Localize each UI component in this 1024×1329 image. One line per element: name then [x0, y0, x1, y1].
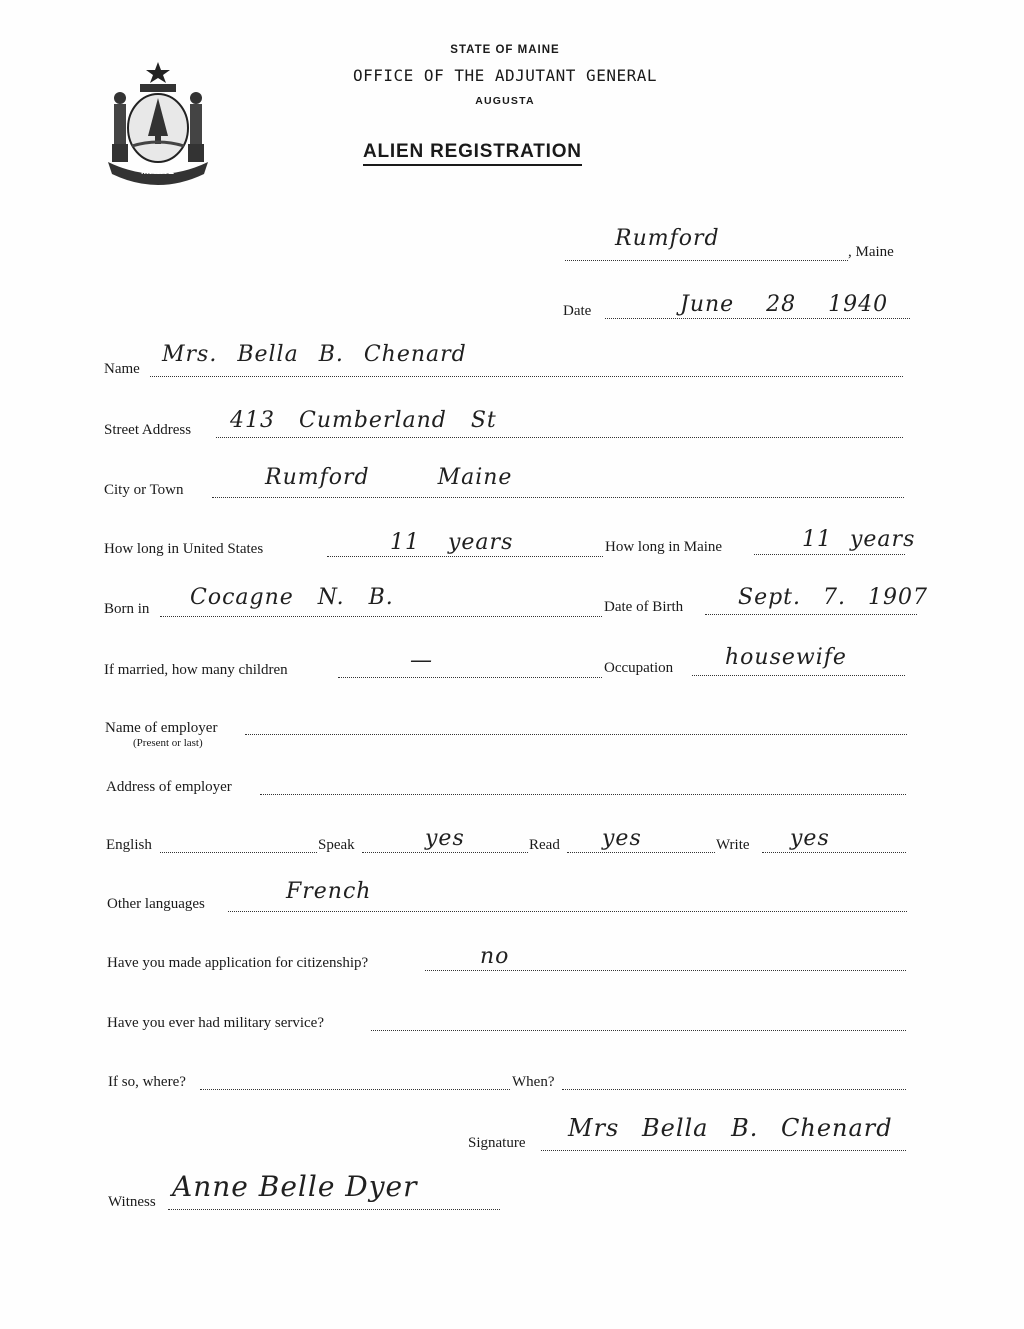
employer-label: Name of employer [105, 720, 218, 736]
witness-value[interactable]: Anne Belle Dyer [172, 1170, 418, 1203]
street-address-value[interactable]: 413 Cumberland St [230, 408, 497, 433]
citizenship-label: Have you made application for citizenship? [107, 955, 369, 971]
signature-value[interactable]: Mrs Bella B. Chenard [568, 1114, 893, 1142]
citizenship-line [425, 970, 906, 971]
speak-value[interactable]: yes [425, 826, 465, 851]
where-label: If so, where? [108, 1074, 186, 1090]
children-line [338, 677, 602, 678]
date-value[interactable]: June 28 1940 [680, 292, 889, 317]
header-office: OFFICE OF THE ADJUTANT GENERAL [353, 66, 657, 85]
citizenship-value[interactable]: no [480, 944, 510, 969]
employer-address-line [260, 794, 906, 795]
street-address-label: Street Address [104, 422, 192, 438]
how-long-maine-label: How long in Maine [605, 539, 723, 555]
form-title: ALIEN REGISTRATION [363, 141, 582, 166]
employer-address-label: Address of employer [106, 779, 232, 795]
name-value[interactable]: Mrs. Bella B. Chenard [162, 342, 467, 367]
speak-label: Speak [318, 837, 355, 853]
header-city: AUGUSTA [475, 95, 535, 107]
how-long-us-line [327, 556, 603, 557]
read-label: Read [529, 837, 560, 853]
born-in-label: Born in [104, 601, 150, 617]
occupation-line [692, 675, 905, 676]
how-long-us-label: How long in United States [104, 541, 264, 557]
date-of-birth-label: Date of Birth [604, 599, 684, 615]
employer-line [245, 734, 907, 735]
read-value[interactable]: yes [602, 826, 642, 851]
city-value[interactable]: Rumford Maine [265, 465, 513, 490]
date-of-birth-value[interactable]: Sept. 7. 1907 [738, 585, 928, 610]
write-line [762, 852, 906, 853]
place-value[interactable]: Rumford [615, 226, 720, 251]
date-label: Date [563, 303, 592, 319]
how-long-maine-line [754, 554, 905, 555]
witness-label: Witness [108, 1194, 156, 1210]
header-state: STATE OF MAINE [450, 44, 560, 56]
speak-line [362, 852, 528, 853]
born-in-value[interactable]: Cocagne N. B. [190, 585, 394, 610]
other-languages-line [228, 911, 907, 912]
date-line [605, 318, 910, 319]
children-value[interactable]: — [410, 648, 433, 673]
military-label: Have you ever had military service? [107, 1015, 324, 1031]
where-line [200, 1089, 510, 1090]
witness-line [168, 1209, 500, 1210]
place-suffix: , Maine [848, 244, 894, 260]
write-value[interactable]: yes [790, 826, 830, 851]
street-address-line [216, 437, 903, 438]
how-long-maine-value[interactable]: 11 years [802, 527, 916, 552]
children-label: If married, how many children [104, 662, 288, 678]
when-label: When? [512, 1074, 555, 1090]
how-long-us-value[interactable]: 11 years [390, 530, 514, 555]
name-line [150, 376, 903, 377]
name-label: Name [104, 361, 140, 377]
signature-label: Signature [468, 1135, 526, 1151]
city-label: City or Town [104, 482, 184, 498]
seal-banner: MAINE [141, 166, 175, 176]
occupation-value[interactable]: housewife [725, 645, 847, 670]
read-line [567, 852, 715, 853]
other-languages-label: Other languages [107, 896, 205, 912]
english-label: English [106, 837, 152, 853]
when-line [562, 1089, 906, 1090]
occupation-label: Occupation [604, 660, 674, 676]
write-label: Write [716, 837, 750, 853]
city-line [212, 497, 904, 498]
other-languages-value[interactable]: French [286, 879, 372, 904]
employer-sublabel: (Present or last) [133, 737, 203, 749]
military-line [371, 1030, 906, 1031]
place-line [565, 260, 848, 261]
born-in-line [160, 616, 602, 617]
english-line [160, 852, 317, 853]
signature-line [541, 1150, 906, 1151]
date-of-birth-line [705, 614, 917, 615]
